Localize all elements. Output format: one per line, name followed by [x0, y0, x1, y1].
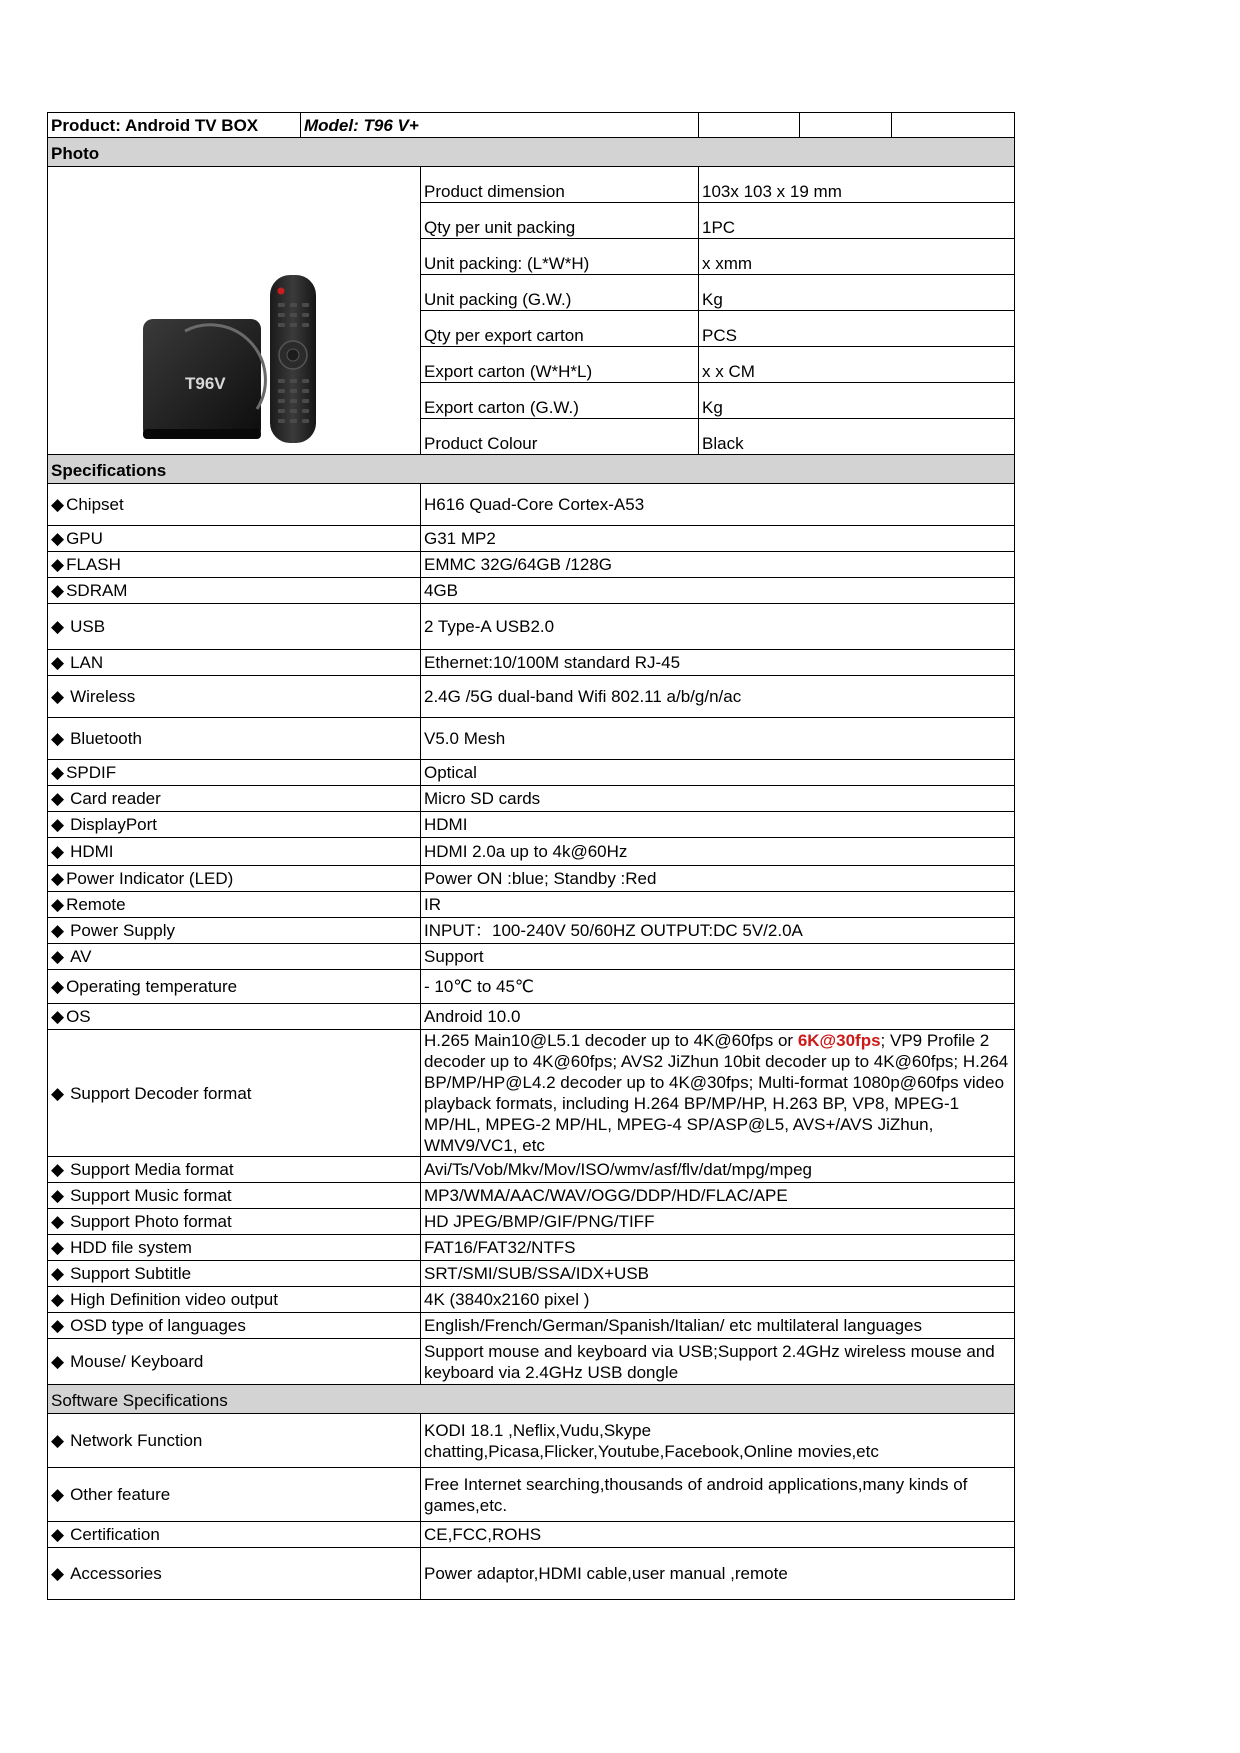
spec-label: ◆ SPDIF — [48, 760, 421, 786]
packing-row — [48, 167, 1015, 203]
spec-value: Support mouse and keyboard via USB;Support 2.4GHz wireless mouse and keyboard via 2.4GHz USB dongle — [421, 1339, 1015, 1385]
spec-value: H616 Quad-Core Cortex-A53 — [421, 484, 1015, 526]
spec-sheet — [47, 112, 1014, 1600]
highlighted-resolution: 6K@30fps — [797, 1031, 881, 1050]
spec-label: ◆ Support Music format — [48, 1183, 421, 1209]
spec-row — [48, 1183, 1015, 1209]
software-row — [48, 1522, 1015, 1548]
packing-value: Kg — [699, 383, 1015, 419]
spec-row — [48, 552, 1015, 578]
packing-label: Export carton (G.W.) — [421, 383, 699, 419]
spec-label: ◆ Wireless — [48, 676, 421, 718]
spec-label: ◆ Support Photo format — [48, 1209, 421, 1235]
spec-label: ◆ HDD file system — [48, 1235, 421, 1261]
spec-label: ◆ SDRAM — [48, 578, 421, 604]
spec-value: 4GB — [421, 578, 1015, 604]
spec-label: ◆ Chipset — [48, 484, 421, 526]
spec-table — [47, 112, 1015, 1600]
spec-value: 4K (3840x2160 pixel ) — [421, 1287, 1015, 1313]
packing-label: Product Colour — [421, 419, 699, 455]
spec-row — [48, 650, 1015, 676]
spec-value: Optical — [421, 760, 1015, 786]
packing-label: Unit packing: (L*W*H) — [421, 239, 699, 275]
software-value: Free Internet searching,thousands of android applications,many kinds of games,etc. — [421, 1468, 1015, 1522]
software-label: ◆ Certification — [48, 1522, 421, 1548]
specifications-section-title: Specifications — [48, 455, 1015, 484]
spec-label: ◆ HDMI — [48, 838, 421, 866]
spec-value: FAT16/FAT32/NTFS — [421, 1235, 1015, 1261]
spec-value: HDMI 2.0a up to 4k@60Hz — [421, 838, 1015, 866]
remote-control-image — [270, 275, 316, 443]
spec-row — [48, 1261, 1015, 1287]
product-photo — [135, 269, 335, 449]
photo-section-title: Photo — [48, 138, 1015, 167]
spec-value: INPUT：100-240V 50/60HZ OUTPUT:DC 5V/2.0A — [421, 918, 1015, 944]
spec-row — [48, 578, 1015, 604]
packing-label: Product dimension — [421, 167, 699, 203]
spec-row — [48, 838, 1015, 866]
spec-row — [48, 760, 1015, 786]
spec-row — [48, 526, 1015, 552]
packing-label: Export carton (W*H*L) — [421, 347, 699, 383]
spec-value: Android 10.0 — [421, 1004, 1015, 1030]
spec-label: ◆ USB — [48, 604, 421, 650]
packing-label: Qty per unit packing — [421, 203, 699, 239]
spec-row — [48, 1157, 1015, 1183]
spec-label: ◆ High Definition video output — [48, 1287, 421, 1313]
spec-label: ◆ DisplayPort — [48, 812, 421, 838]
packing-value: Kg — [699, 275, 1015, 311]
spec-label: ◆ GPU — [48, 526, 421, 552]
spec-value: Ethernet:10/100M standard RJ-45 — [421, 650, 1015, 676]
spec-value: Support — [421, 944, 1015, 970]
spec-row — [48, 866, 1015, 892]
packing-value: Black — [699, 419, 1015, 455]
spec-value: Avi/Ts/Vob/Mkv/Mov/ISO/wmv/asf/flv/dat/mpg/mpeg — [421, 1157, 1015, 1183]
spec-value: HDMI — [421, 812, 1015, 838]
spec-label: ◆ LAN — [48, 650, 421, 676]
svg-text:T96V: T96V — [184, 374, 226, 393]
software-value: CE,FCC,ROHS — [421, 1522, 1015, 1548]
spec-label: ◆ Support Media format — [48, 1157, 421, 1183]
spec-value: 2.4G /5G dual-band Wifi 802.11 a/b/g/n/ac — [421, 676, 1015, 718]
spec-row — [48, 1339, 1015, 1385]
spec-value: HD JPEG/BMP/GIF/PNG/TIFF — [421, 1209, 1015, 1235]
spec-row — [48, 970, 1015, 1004]
spec-row — [48, 1030, 1015, 1157]
spec-row — [48, 786, 1015, 812]
software-row — [48, 1468, 1015, 1522]
packing-value: x xmm — [699, 239, 1015, 275]
spec-value: Micro SD cards — [421, 786, 1015, 812]
software-section-title: Software Specifications — [48, 1385, 1015, 1414]
spec-row — [48, 1209, 1015, 1235]
spec-label: ◆ OSD type of languages — [48, 1313, 421, 1339]
spec-label: ◆ Power Indicator (LED) — [48, 866, 421, 892]
packing-value: 1PC — [699, 203, 1015, 239]
spec-label: ◆ AV — [48, 944, 421, 970]
packing-value: x x CM — [699, 347, 1015, 383]
spec-label: ◆ Card reader — [48, 786, 421, 812]
spec-label: ◆ Remote — [48, 892, 421, 918]
software-row — [48, 1548, 1015, 1600]
spec-value: English/French/German/Spanish/Italian/ etc multilateral languages — [421, 1313, 1015, 1339]
packing-value: 103x 103 x 19 mm — [699, 167, 1015, 203]
spec-row — [48, 484, 1015, 526]
spec-label: ◆ Support Decoder format — [48, 1030, 421, 1157]
spec-value: MP3/WMA/AAC/WAV/OGG/DDP/HD/FLAC/APE — [421, 1183, 1015, 1209]
spec-value: 2 Type-A USB2.0 — [421, 604, 1015, 650]
spec-row — [48, 718, 1015, 760]
packing-value: PCS — [699, 311, 1015, 347]
spec-value: V5.0 Mesh — [421, 718, 1015, 760]
spec-value: IR — [421, 892, 1015, 918]
spec-label: ◆ FLASH — [48, 552, 421, 578]
spec-row — [48, 676, 1015, 718]
spec-value: Power ON :blue; Standby :Red — [421, 866, 1015, 892]
tv-box-image — [143, 319, 265, 439]
spec-value: - 10℃ to 45℃ — [421, 970, 1015, 1004]
spec-row — [48, 604, 1015, 650]
spec-row — [48, 812, 1015, 838]
spec-row — [48, 1235, 1015, 1261]
header-row — [48, 113, 1015, 138]
spec-label: ◆ Support Subtitle — [48, 1261, 421, 1287]
spec-row — [48, 1004, 1015, 1030]
software-value: KODI 18.1 ,Neflix,Vudu,Skype chatting,Picasa,Flicker,Youtube,Facebook,Online movies,etc — [421, 1414, 1015, 1468]
software-label: ◆ Other feature — [48, 1468, 421, 1522]
software-row — [48, 1414, 1015, 1468]
spec-row — [48, 1287, 1015, 1313]
spec-label: ◆ OS — [48, 1004, 421, 1030]
software-value: Power adaptor,HDMI cable,user manual ,remote — [421, 1548, 1015, 1600]
spec-row — [48, 1313, 1015, 1339]
spec-value: EMMC 32G/64GB /128G — [421, 552, 1015, 578]
spec-value: SRT/SMI/SUB/SSA/IDX+USB — [421, 1261, 1015, 1287]
spec-value: G31 MP2 — [421, 526, 1015, 552]
packing-label: Qty per export carton — [421, 311, 699, 347]
software-label: ◆ Network Function — [48, 1414, 421, 1468]
decoder-format-value: H.265 Main10@L5.1 decoder up to 4K@60fps or 6K@30fps; VP9 Profile 2 decoder up to 4K@60fps; AVS2 JiZhun 10bit decoder up to 4K@60fps; H.264 BP/MP/HP@L4.2 decoder up to 4K@30fps; Multi-format 1080p@60fps video playback formats, including H.264 BP/MP/HP, H.263 BP, VP8, MPEG-1 MP/HL, MPEG-2 MP/HL, MPEG-4 SP/ASP@L5, AVS+/AVS JiZhun, WMV9/VC1, etc — [421, 1030, 1015, 1157]
spec-label: ◆ Bluetooth — [48, 718, 421, 760]
product-label: Product: Android TV BOX — [48, 113, 301, 138]
spec-row — [48, 944, 1015, 970]
spec-row — [48, 918, 1015, 944]
software-label: ◆ Accessories — [48, 1548, 421, 1600]
product-photo-cell — [48, 167, 421, 455]
spec-row — [48, 892, 1015, 918]
spec-label: ◆ Power Supply — [48, 918, 421, 944]
spec-label: ◆ Mouse/ Keyboard — [48, 1339, 421, 1385]
spec-label: ◆ Operating temperature — [48, 970, 421, 1004]
packing-label: Unit packing (G.W.) — [421, 275, 699, 311]
model-label: Model: T96 V+ — [301, 113, 699, 138]
